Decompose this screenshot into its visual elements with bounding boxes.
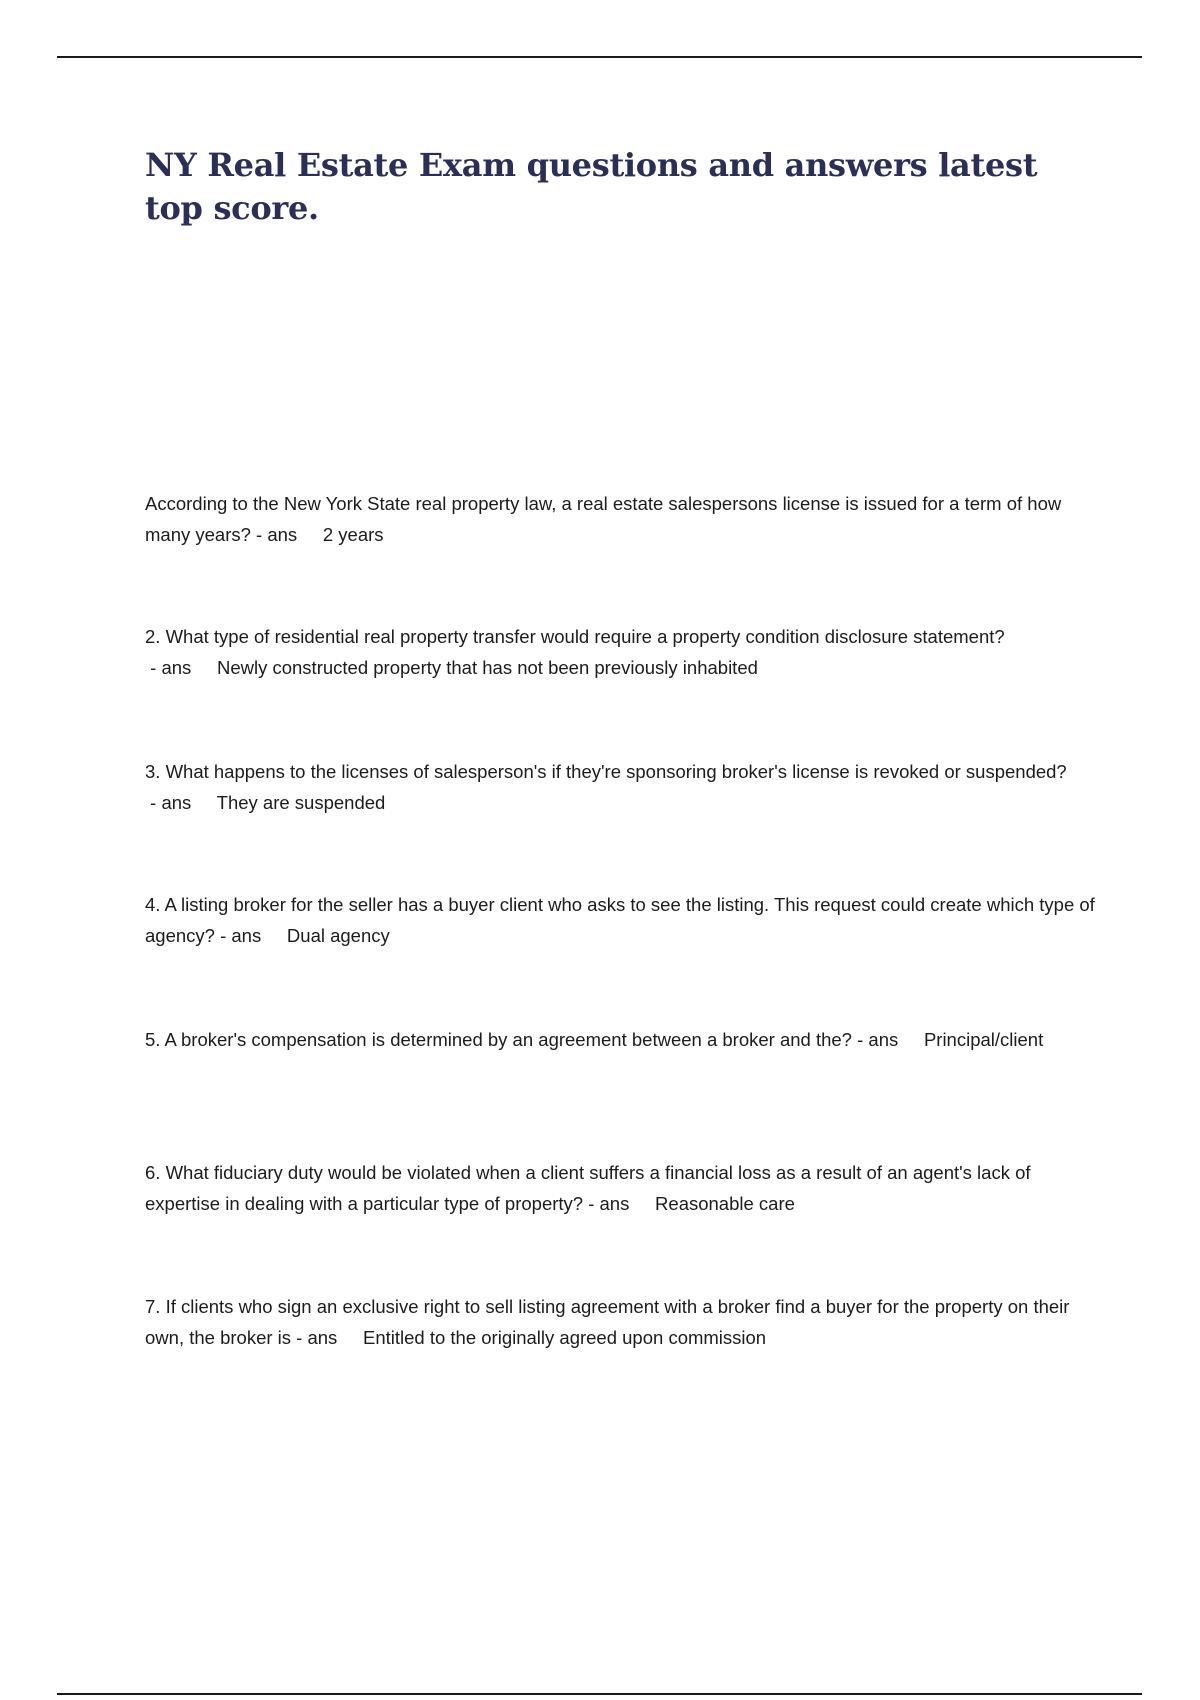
answer-separator: - ans <box>851 1029 924 1050</box>
qa-item-7 <box>145 1291 1095 1353</box>
header-rule <box>57 56 1142 58</box>
answer-text: Dual agency <box>286 925 390 946</box>
footer-rule <box>57 1693 1142 1695</box>
question-text: 7. If clients who sign an exclusive right to sell listing agreement with a broker find a buyer for the property on their own, the broker is <box>145 1296 1070 1348</box>
answer-separator: - ans <box>145 792 217 813</box>
answer-text: 2 years <box>322 524 384 545</box>
question-text: 5. A broker's compensation is determined by an agreement between a broker and the? <box>145 1029 852 1050</box>
answer-text: Newly constructed property that has not been previously inhabited <box>216 657 758 678</box>
answer-text: They are suspended <box>216 792 386 813</box>
answer-separator: - ans <box>291 1327 363 1348</box>
answer-separator: - ans <box>145 657 217 678</box>
answer-separator: - ans <box>214 925 287 946</box>
question-text: 2. What type of residential real property transfer would require a property condition disclosure statement? <box>145 626 1005 647</box>
qa-item-4 <box>145 889 1095 951</box>
question-text: According to the New York State real property law, a real estate salespersons license is issued for a term of how many years? <box>145 493 1062 545</box>
question-text: 4. A listing broker for the seller has a buyer client who asks to see the listing. This request could create which type of agency? <box>145 894 1095 946</box>
qa-item-3 <box>145 756 1095 818</box>
answer-separator: - ans <box>583 1193 656 1214</box>
answer-text: Entitled to the originally agreed upon commission <box>362 1327 767 1348</box>
answer-text: Reasonable care <box>655 1193 795 1214</box>
qa-item-5 <box>145 1024 1095 1055</box>
document-title: NY Real Estate Exam questions and answers latest top score. <box>145 146 1038 227</box>
question-text: 3. What happens to the licenses of salesperson's if they're sponsoring broker's license is revoked or suspended? <box>145 761 1067 782</box>
answer-separator: - ans <box>250 524 323 545</box>
question-text: 6. What fiduciary duty would be violated when a client suffers a financial loss as a result of an agent's lack of expertise in dealing with a particular type of property? <box>145 1162 1031 1214</box>
qa-item-1 <box>145 488 1095 550</box>
qa-item-2 <box>145 621 1095 683</box>
qa-item-6 <box>145 1157 1095 1219</box>
answer-text: Principal/client <box>923 1029 1044 1050</box>
